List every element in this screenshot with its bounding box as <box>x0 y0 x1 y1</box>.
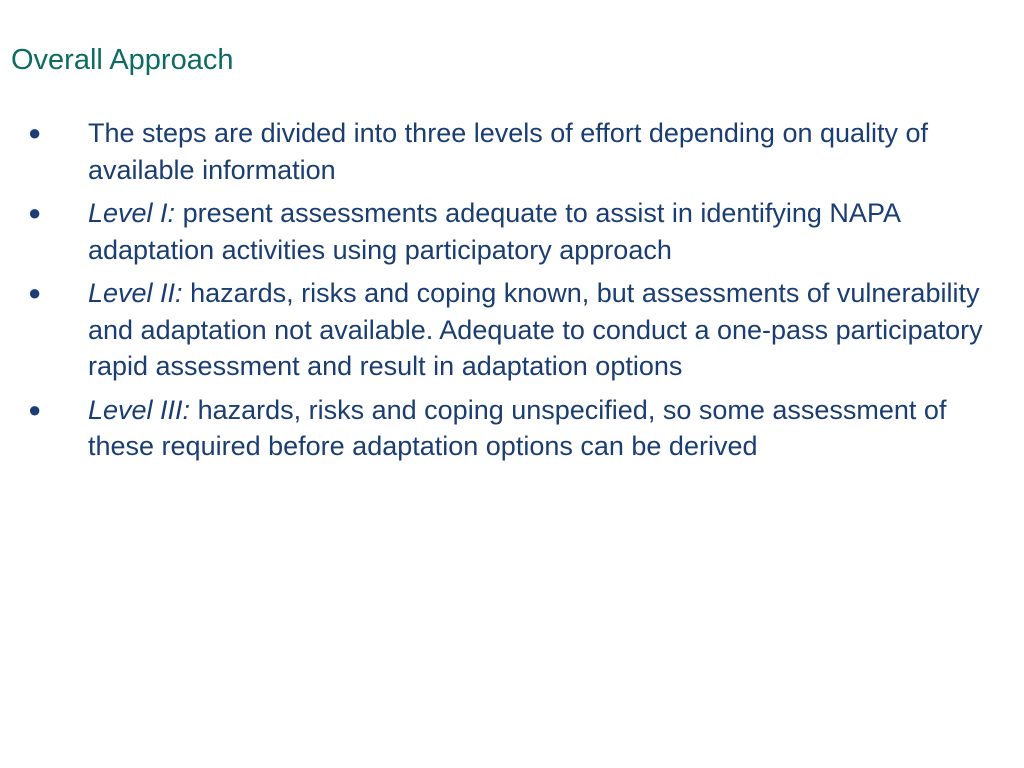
bullet-item-level-1 <box>0 195 1024 268</box>
bullet-item-level-2 <box>0 275 1024 385</box>
level-label: Level II: <box>88 278 183 308</box>
bullet-dot-icon: ● <box>28 200 42 225</box>
level-label: Level III: <box>88 394 191 425</box>
bullet-text: hazards, risks and coping known, but assessments of vulnerability and adaptation not available. Adequate to conduct a one-pass participatory rapid assessment and result in adaptation options <box>88 278 983 381</box>
bullet-item-intro <box>0 115 1024 188</box>
bullet-text: The steps are divided into three levels of effort depending on quality of available information <box>88 118 929 185</box>
bullet-text: hazards, risks and coping unspecified, so some assessment of these required before adaptation options can be derived <box>88 394 947 461</box>
bullet-dot-icon: ● <box>28 396 42 422</box>
bullet-dot-icon: ● <box>28 280 42 305</box>
level-label: Level I: <box>88 198 176 228</box>
bullet-list <box>0 115 1024 472</box>
bullet-dot-icon: ● <box>28 120 42 145</box>
bullet-item-level-3 <box>0 392 1024 465</box>
bullet-text: present assessments adequate to assist in identifying NAPA adaptation activities using participatory approach <box>88 198 900 265</box>
slide-title: Overall Approach <box>11 44 234 76</box>
